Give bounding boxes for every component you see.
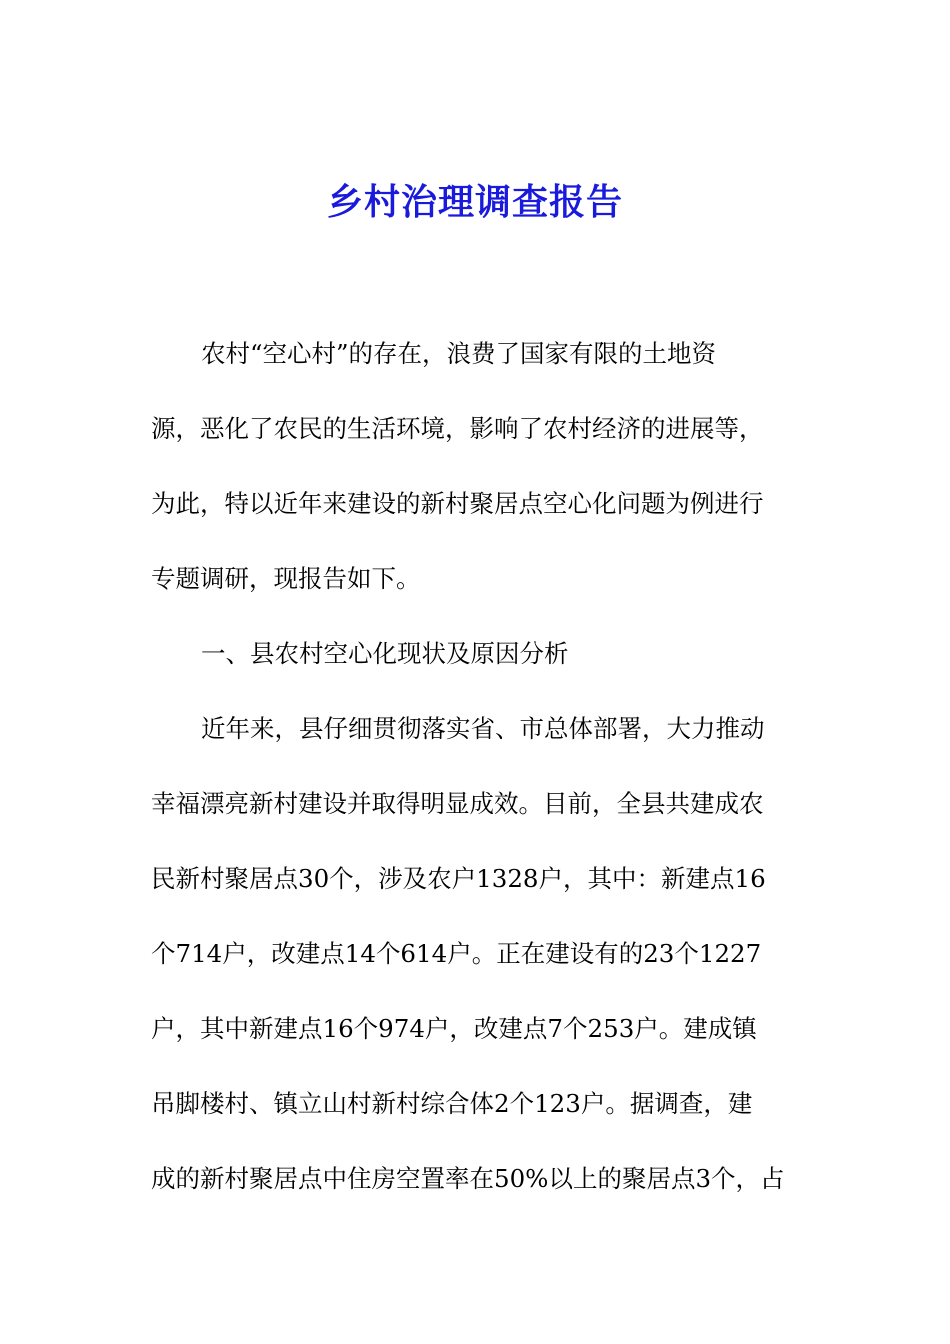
paragraph-line: 为此，特以近年来建设的新村聚居点空心化问题为例进行 bbox=[151, 489, 764, 518]
section-heading: 一、县农村空心化现状及原因分析 bbox=[201, 639, 569, 668]
paragraph-line: 农村“空心村”的存在，浪费了国家有限的土地资 bbox=[201, 339, 717, 368]
paragraph-line: 专题调研，现报告如下。 bbox=[151, 564, 421, 593]
document-title: 乡村治理调查报告 bbox=[326, 181, 623, 223]
paragraph-line: 成的新村聚居点中住房空置率在50%以上的聚居点3个，占 bbox=[151, 1164, 785, 1193]
paragraph-line: 个714户，改建点14个614户。正在建设有的23个1227 bbox=[151, 939, 762, 968]
paragraph-line: 户，其中新建点16个974户，改建点7个253户。建成镇 bbox=[151, 1014, 757, 1043]
paragraph-line: 民新村聚居点30个，涉及农户1328户，其中：新建点16 bbox=[151, 864, 766, 893]
paragraph-line: 幸福漂亮新村建设并取得明显成效。目前，全县共建成农 bbox=[151, 789, 764, 818]
paragraph-line: 吊脚楼村、镇立山村新村综合体2个123户。据调查，建 bbox=[151, 1089, 753, 1118]
paragraph-line: 源，恶化了农民的生活环境，影响了农村经济的进展等， bbox=[151, 414, 764, 443]
paragraph-line: 近年来，县仔细贯彻落实省、市总体部署，大力推动 bbox=[201, 714, 765, 743]
